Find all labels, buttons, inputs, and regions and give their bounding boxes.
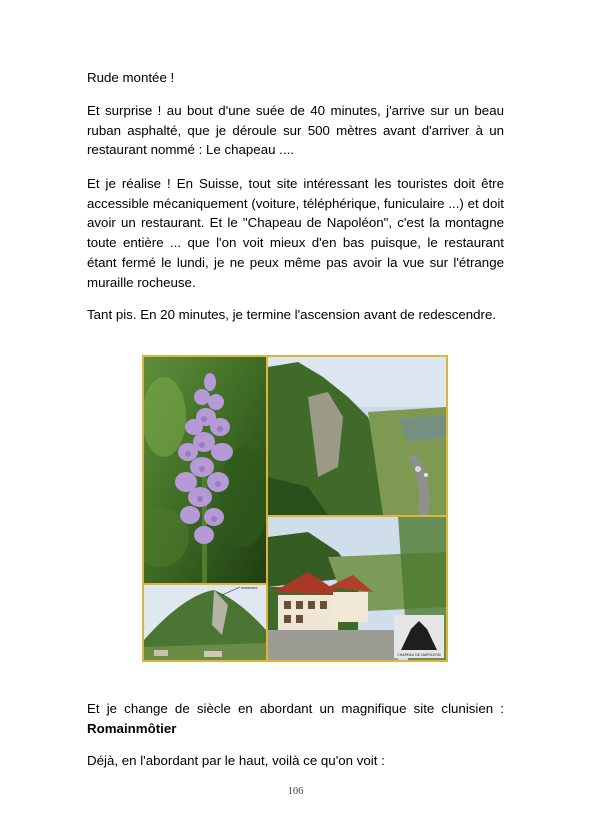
paragraph-je-realise: Et je réalise ! En Suisse, tout site intéressant les touristes doit être accessible mécaniquement (voiture, téléphérique, funiculaire ...) et doit avoir un restaurant. Et le "Chapeau de Napoléon", c'est la montagne toute entière ... que l'on voit mieux d'en bas puisque, le restaurant étant fermé le lundi, je ne peux même pas avoir la vue sur l'étrange muraille rocheuse. [87, 176, 504, 290]
paragraph-tant-pis: Tant pis. En 20 minutes, je termine l'ascension avant de redescendre. [87, 307, 497, 322]
svg-text:CHAPEAU DE NAPOLEON: CHAPEAU DE NAPOLEON [397, 653, 441, 657]
photo-collage [142, 355, 448, 662]
restaurant-photo [268, 517, 446, 660]
paragraph-change-siecle-text: Et je change de siècle en abordant un magnifique site clunisien : [87, 701, 504, 716]
page-number: 106 [287, 786, 304, 797]
paragraph-surprise: Et surprise ! au bout d'une suée de 40 minutes, j'arrive sur un beau ruban asphalté, que je déroule sur 500 mètres avant d'arriver à un restaurant nommé : Le chapeau .... [87, 103, 504, 158]
mountain-photo [144, 585, 266, 660]
paragraph-change-siecle [87, 699, 504, 738]
orchid-photo [144, 357, 266, 583]
romainmotier-title: Romainmôtier [87, 720, 177, 736]
valley-cliff-photo [268, 357, 446, 515]
svg-text:restaurant: restaurant [241, 586, 258, 590]
paragraph-deja: Déjà, en l'abordant par le haut, voilà ce qu'on voit : [87, 753, 385, 768]
paragraph-rude-montee: Rude montée ! [87, 70, 175, 85]
